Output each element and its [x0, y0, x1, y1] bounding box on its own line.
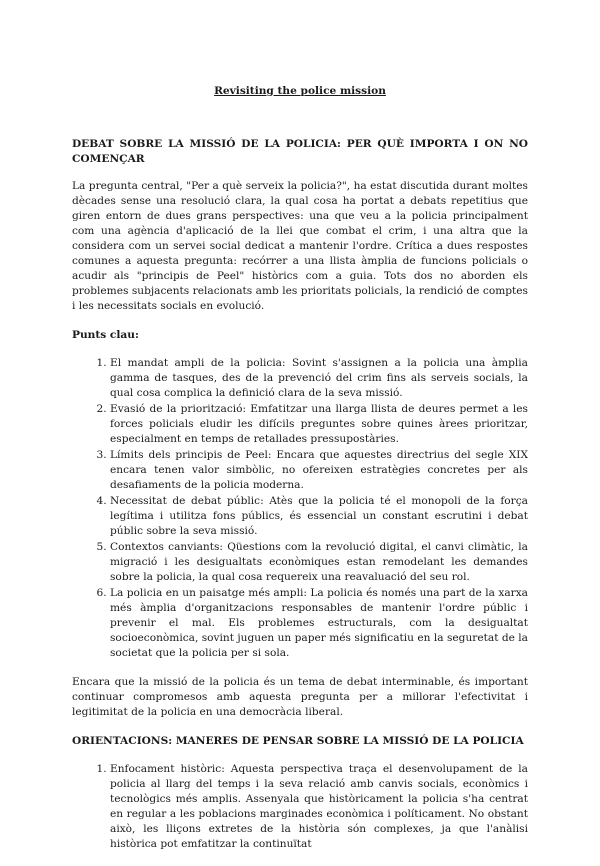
document-page	[72, 84, 528, 866]
intro-paragraph: La pregunta central, "Per a què serveix la policia?", ha estat discutida durant moltes dècades sense una resolució clara, la qual cosa ha portat a debats repetitius que giren entorn de dues grans perspectives: una que veu a la policia principalment com una agència d'aplicació de la llei que combat el crim, i una altra que la considera com un servei social dedicat a mantenir l'ordre. Crítica a dues respostes comunes a aquesta pregunta: recórrer a una llista àmplia de funcions policials o acudir als "principis de Peel" històrics com a guia. Tots dos no aborden els problemes subjacents relacionats amb les prioritats policials, la rendició de comptes i les necessitats socials en evolució.	[72, 180, 528, 312]
list-item: 3. Límits dels principis de Peel: Encara que aquestes directrius del segle XIX encara tenen valor simbòlic, no ofereixen estratègies concretes per als desafiaments de la policia moderna.	[110, 448, 528, 493]
list-item: 2. Evasió de la priorització: Emfatitzar una llarga llista de deures permet a les forces policials eludir les difícils preguntes sobre quines àrees prioritzar, especialment en temps de retallades pressupostàries.	[110, 402, 528, 447]
closing-paragraph: Encara que la missió de la policia és un tema de debat interminable, és important continuar compromesos amb aquesta pregunta per a millorar l'efectivitat i legitimitat de la policia en una democràcia liberal.	[72, 676, 528, 718]
section-heading-debate: DEBAT SOBRE LA MISSIÓ DE LA POLICIA: PER QUÈ IMPORTA I ON NO COMENÇAR	[72, 138, 528, 165]
key-points-heading: Punts clau:	[72, 329, 139, 341]
document-title: Revisiting the police mission	[214, 85, 386, 97]
list-item: 6. La policia en un paisatge més ampli: La policia és només una part de la xarxa més àmplia d'organitzacions responsables de mantenir l'ordre públic i prevenir el mal. Els problemes estructurals, com la desigualtat socioeconòmica, sovint juguen un paper més significatiu en la seguretat de la societat que la policia per si sola.	[110, 586, 528, 661]
list-item: 4. Necessitat de debat públic: Atès que la policia té el monopoli de la força legítima i utilitza fons públics, és essencial un constant escrutini i debat públic sobre la seva missió.	[110, 494, 528, 539]
list-item: 5. Contextos canviants: Qüestions com la revolució digital, el canvi climàtic, la migració i les desigualtats econòmiques estan remodelant les demandes sobre la policia, la qual cosa requereix una reavaluació del seu rol.	[110, 540, 528, 585]
list-item: 1. Enfocament històric: Aquesta perspectiva traça el desenvolupament de la policia al llarg del temps i la seva relació amb canvis socials, econòmics i tecnològics més amplis. Assenyala que històricament la policia s'ha centrat en regular a les poblacions marginades econòmica i políticament. No obstant això, les lliçons extretes de la història són complexes, ja que l'anàlisi històrica pot emfatitzar la continuïtat	[110, 762, 528, 852]
key-points-list	[72, 356, 528, 661]
orientations-list	[72, 762, 528, 852]
section-heading-orientations: ORIENTACIONS: MANERES DE PENSAR SOBRE LA MISSIÓ DE LA POLICIA	[72, 735, 524, 747]
list-item: 1. El mandat ampli de la policia: Sovint s'assignen a la policia una àmplia gamma de tasques, des de la prevenció del crim fins als serveis socials, la qual cosa complica la definició clara de la seva missió.	[110, 356, 528, 401]
